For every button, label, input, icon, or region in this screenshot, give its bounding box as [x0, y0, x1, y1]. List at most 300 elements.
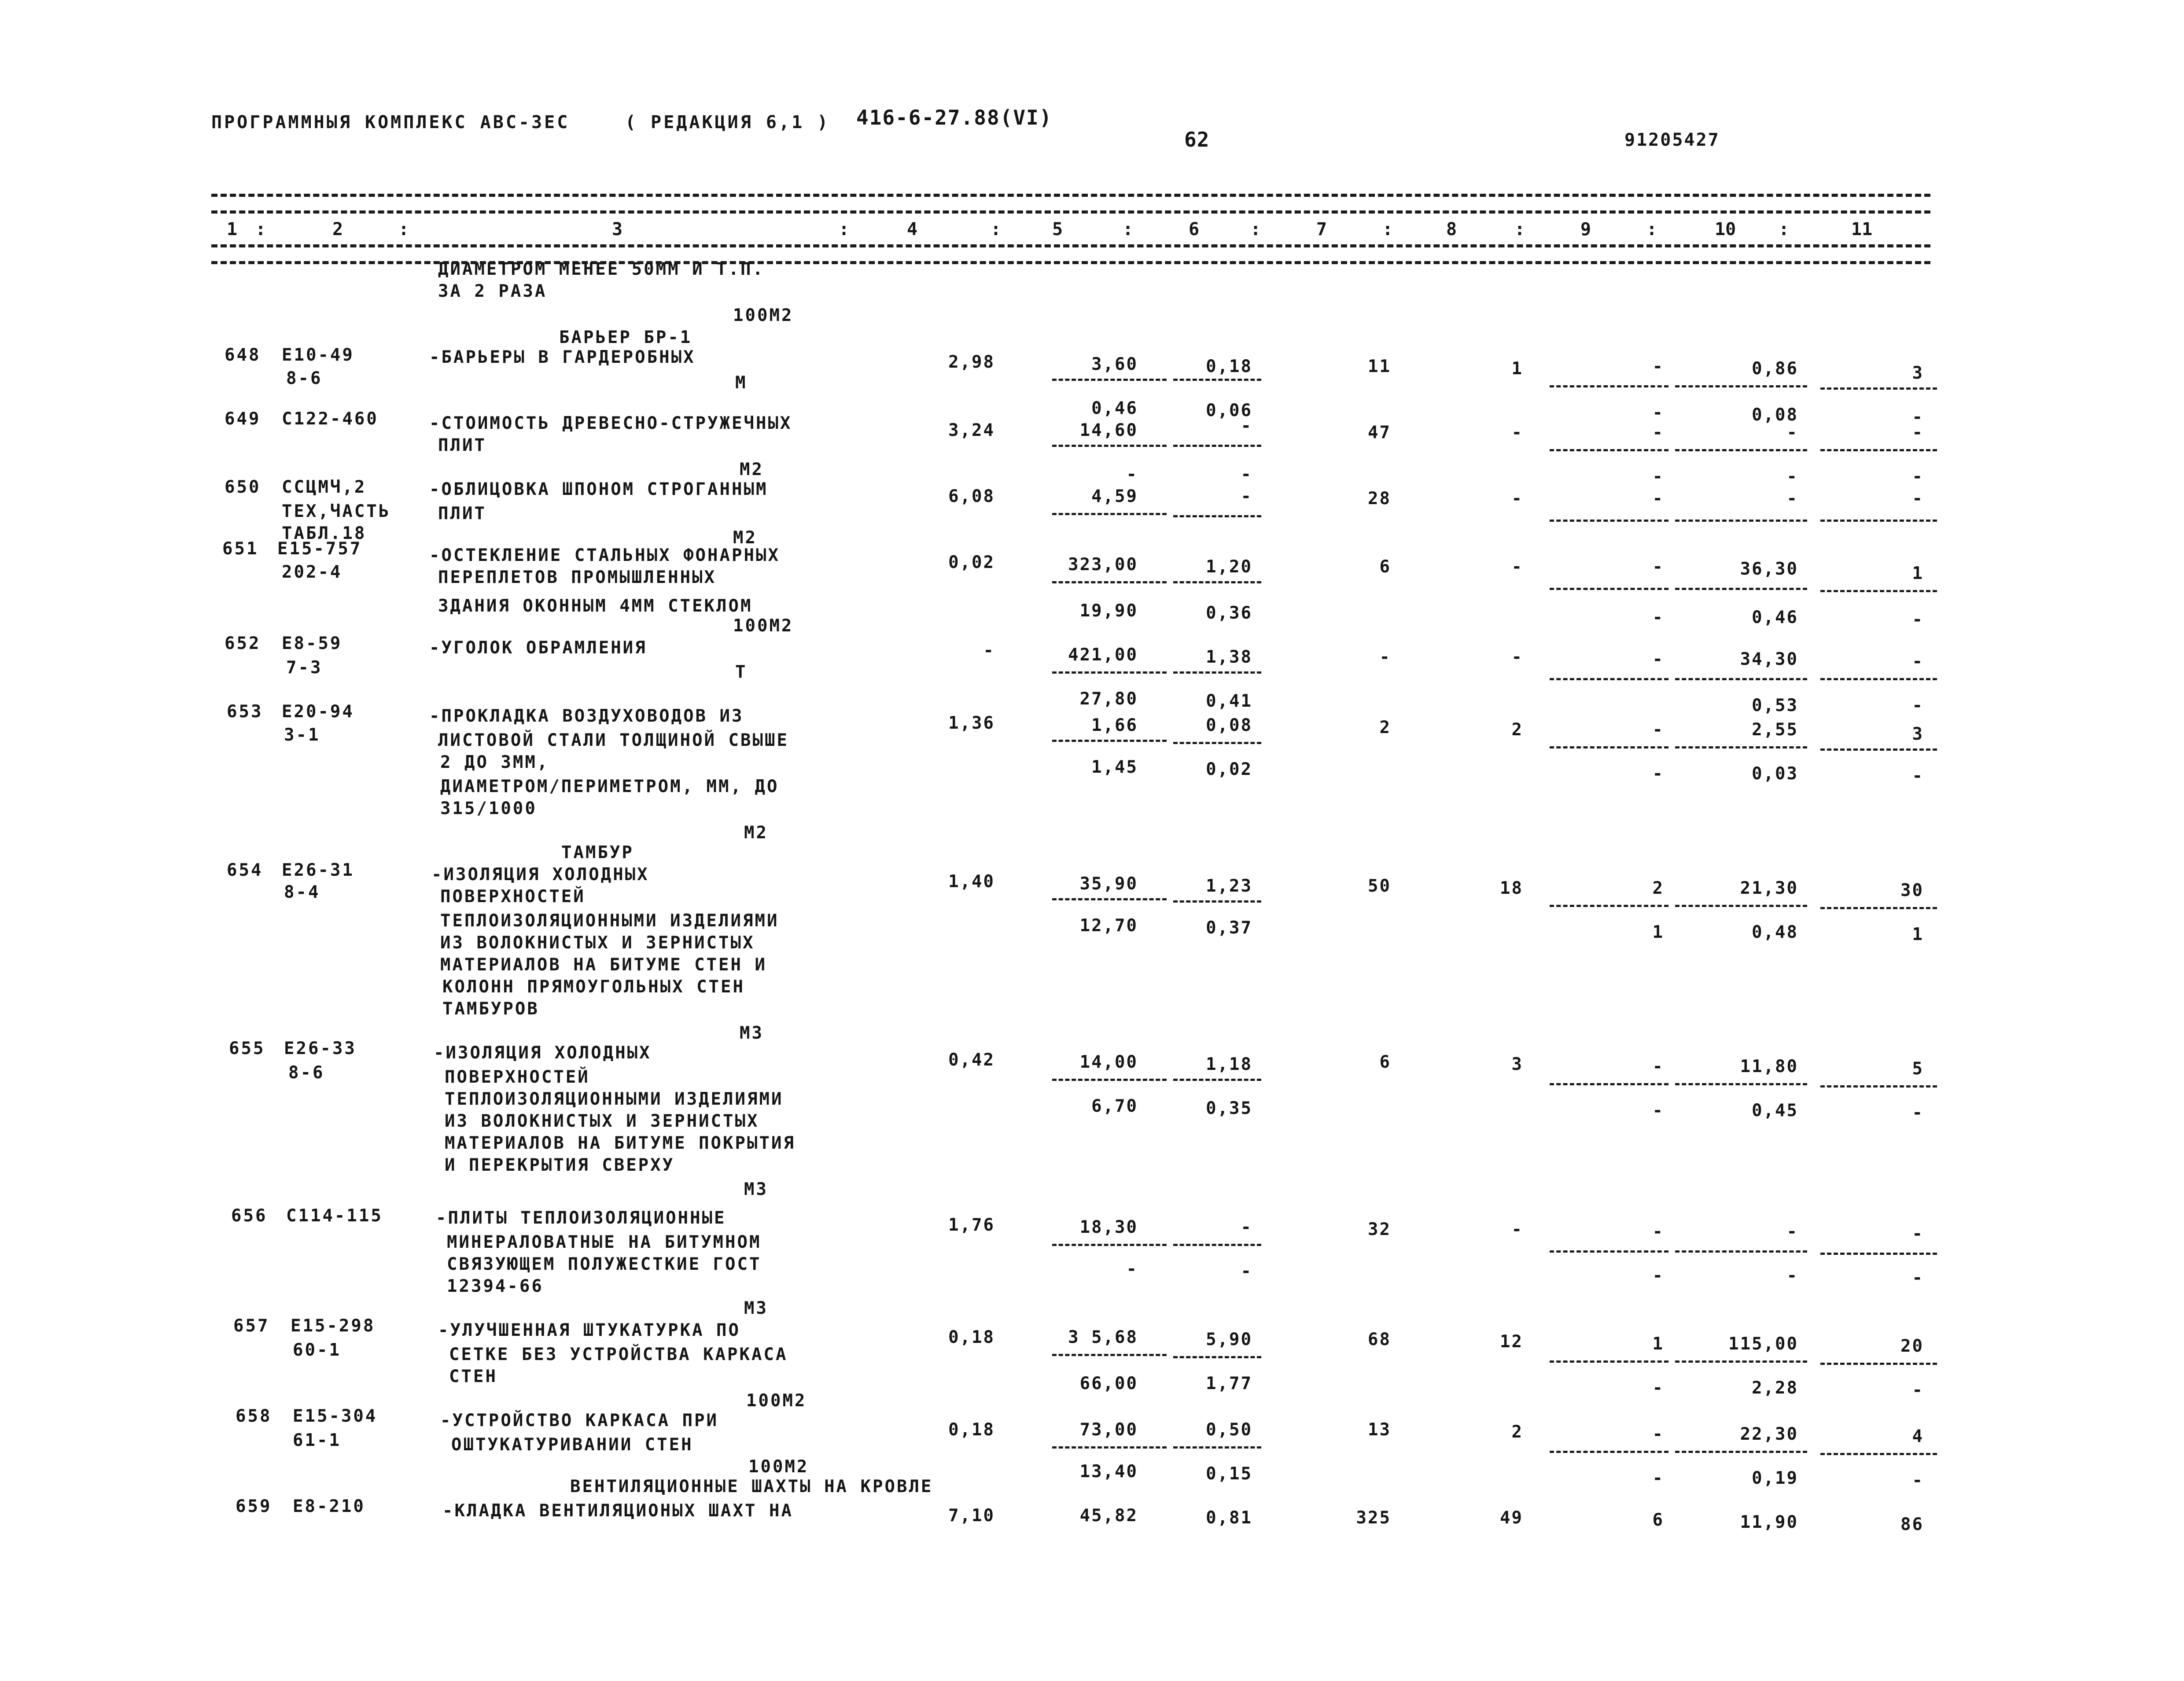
work-description: -КЛАДКА ВЕНТИЛЯЦИОНЫХ ШАХТ НА	[442, 1501, 793, 1521]
cost-cell: -	[1652, 1378, 1664, 1398]
edition-label: ( РЕДАКЦИЯ 6,1 )	[625, 112, 830, 133]
dash-line	[1173, 1446, 1261, 1449]
dash-line	[1052, 513, 1167, 515]
dash-line	[1173, 1079, 1261, 1081]
col-header-5: 5	[1052, 219, 1063, 240]
dash-line	[1550, 385, 1668, 387]
unit-label: 100М2	[746, 1391, 807, 1411]
cost-cell: 0,35	[1206, 1099, 1252, 1118]
cost-cell: 22,30	[1740, 1424, 1798, 1444]
cost-cell: 1	[1652, 1334, 1664, 1354]
rate-code: 60-1	[293, 1340, 341, 1360]
quantity-cell: 2,98	[948, 352, 995, 372]
col-header-3: 3	[612, 219, 623, 240]
work-description: ДИАМЕТРОМ/ПЕРИМЕТРОМ, ММ, ДО	[440, 777, 779, 796]
rate-code: Е8-210	[293, 1497, 365, 1516]
work-description: И ПЕРЕКРЫТИЯ СВЕРХУ	[445, 1155, 675, 1175]
unit-label: Т	[735, 662, 748, 682]
quantity-cell: 7,10	[948, 1506, 995, 1526]
cost-cell: -	[1511, 489, 1523, 509]
dash-line	[1550, 746, 1668, 748]
quantity-cell: 1,76	[948, 1215, 995, 1235]
work-description: 2 ДО 3ММ,	[440, 752, 549, 772]
quantity-cell: 1,36	[948, 713, 995, 733]
cost-cell: -	[1652, 608, 1664, 627]
work-description: СЕТКЕ БЕЗ УСТРОЙСТВА КАРКАСА	[449, 1345, 788, 1364]
cost-cell: -	[1511, 647, 1523, 667]
unit-label: М2	[740, 460, 764, 479]
rate-code: Е10-49	[282, 345, 354, 365]
cost-cell: 1,77	[1206, 1374, 1252, 1393]
cost-cell: 34,30	[1740, 649, 1798, 669]
row-number: 650	[225, 477, 261, 497]
dash-line	[1820, 520, 1937, 522]
cost-cell: 68	[1368, 1330, 1391, 1349]
dash-line	[1173, 1356, 1261, 1358]
cost-cell: -	[1652, 357, 1664, 376]
section-title: ВЕНТИЛЯЦИОННЫЕ ШАХТЫ НА КРОВЛЕ	[570, 1477, 933, 1497]
cost-cell: 21,30	[1740, 878, 1798, 898]
cost-cell: 28	[1368, 489, 1391, 509]
cost-cell: -	[1511, 1220, 1523, 1239]
dash-line	[1550, 449, 1668, 451]
unit-label: М2	[744, 823, 768, 843]
dash-line	[1052, 740, 1167, 742]
col-header-1: 1	[227, 219, 238, 240]
unit-label: М3	[744, 1298, 768, 1318]
cost-cell: 1	[1511, 359, 1523, 379]
unit-label: М	[735, 373, 748, 393]
work-description: СВЯЗУЮЩЕМ ПОЛУЖЕСТКИЕ ГОСТ	[447, 1254, 762, 1274]
cost-cell: -	[1241, 416, 1252, 436]
work-description: ЗДАНИЯ ОКОННЫМ 4ММ СТЕКЛОМ	[438, 596, 753, 616]
dash-line	[1820, 1363, 1937, 1365]
dash-line	[1052, 1079, 1167, 1081]
cost-cell: 47	[1368, 423, 1391, 442]
rate-code: Е26-31	[282, 860, 354, 880]
dash-line	[1052, 1354, 1167, 1356]
cost-cell: 2	[1511, 1422, 1523, 1442]
cost-cell: 1,38	[1206, 647, 1252, 667]
cost-cell: 12	[1500, 1332, 1523, 1352]
cost-cell: -	[1652, 403, 1664, 423]
cost-cell: -	[1912, 1268, 1924, 1288]
cost-cell: 3,60	[1091, 354, 1138, 374]
quantity-cell: 0,02	[948, 553, 995, 572]
document-number: 91205427	[1624, 130, 1720, 150]
cost-cell: 14,60	[1079, 420, 1138, 440]
row-number: 651	[222, 539, 259, 559]
section-title: ТАМБУР	[561, 843, 634, 863]
dash-line	[1550, 905, 1668, 907]
work-description: ПОВЕРХНОСТЕЙ	[440, 887, 586, 907]
cost-cell: 12,70	[1079, 916, 1138, 936]
work-description: -ОСТЕКЛЕНИЕ СТАЛЬНЫХ ФОНАРНЫХ	[429, 546, 780, 565]
cost-cell: 1,23	[1206, 876, 1252, 896]
dash-line	[1820, 1453, 1937, 1455]
unit-label: 100М2	[748, 1457, 809, 1477]
cost-cell: 0,86	[1752, 359, 1798, 379]
cost-cell: -	[1379, 647, 1391, 667]
rate-code: Е20-94	[282, 702, 354, 722]
row-number: 656	[231, 1206, 268, 1226]
cost-cell: -	[1652, 467, 1664, 487]
cost-cell: -	[1786, 423, 1798, 442]
rate-code: Е15-298	[291, 1316, 376, 1336]
quantity-cell: -	[983, 641, 995, 660]
dash-line	[1173, 1244, 1261, 1246]
cost-cell: 11	[1368, 357, 1391, 376]
cost-cell: 32	[1368, 1220, 1391, 1239]
dash-line	[1052, 445, 1167, 447]
section-title: БАРЬЕР БР-1	[559, 328, 692, 347]
quantity-cell: 3,24	[948, 420, 995, 440]
dash-line	[1675, 520, 1807, 522]
cost-cell: 3	[1912, 363, 1924, 383]
cost-cell: 0,81	[1206, 1508, 1252, 1528]
dash-line	[1550, 1360, 1668, 1363]
table-header-rule-1	[211, 210, 1930, 214]
cost-cell: 49	[1500, 1508, 1523, 1528]
cost-cell: 4	[1912, 1427, 1924, 1446]
work-description: ПЛИТ	[438, 435, 486, 455]
cost-cell: 0,36	[1206, 603, 1252, 623]
work-description: ТАМБУРОВ	[442, 999, 539, 1019]
work-description: -ПРОКЛАДКА ВОЗДУХОВОДОВ ИЗ	[429, 706, 744, 726]
row-number: 655	[229, 1039, 265, 1058]
table-top-rule	[211, 194, 1930, 197]
row-number: 659	[236, 1497, 272, 1516]
dash-line	[1173, 900, 1261, 903]
cost-cell: 13	[1368, 1420, 1391, 1440]
rate-code: ТЕХ,ЧАСТЬ	[282, 501, 391, 521]
row-number: 658	[236, 1406, 272, 1426]
program-complex-title: ПРОГРАММНЫЯ КОМПЛЕКС АВС-ЗЕС	[211, 112, 570, 133]
work-description: -УСТРОЙСТВО КАРКАСА ПРИ	[440, 1411, 719, 1430]
cost-cell: 4,59	[1091, 487, 1138, 506]
cost-cell: 14,00	[1079, 1052, 1138, 1072]
cost-cell: -	[1912, 467, 1924, 487]
col-header-8: 8	[1446, 219, 1457, 240]
cost-cell: -	[1786, 489, 1798, 509]
quantity-cell: 0,18	[948, 1327, 995, 1347]
work-description: ИЗ ВОЛОКНИСТЫХ И ЗЕРНИСТЫХ	[440, 933, 755, 953]
dash-line	[1550, 1250, 1668, 1253]
cost-cell: -	[1652, 1101, 1664, 1121]
cost-cell: 86	[1900, 1515, 1924, 1534]
cost-cell: -	[1912, 489, 1924, 509]
dash-line	[1173, 379, 1261, 381]
dash-line	[1820, 449, 1937, 451]
cost-cell: -	[1652, 557, 1664, 577]
dash-line	[1550, 1451, 1668, 1453]
cost-cell: -	[1511, 557, 1523, 577]
work-description: -ИЗОЛЯЦИЯ ХОЛОДНЫХ	[431, 865, 649, 885]
cost-cell: 36,30	[1740, 559, 1798, 579]
work-description: ЛИСТОВОЙ СТАЛИ ТОЛЩИНОЙ СВЫШЕ	[438, 730, 789, 750]
dash-line	[1675, 1083, 1807, 1085]
cost-cell: 0,41	[1206, 691, 1252, 711]
work-description: -СТОИМОСТЬ ДРЕВЕСНО-СТРУЖЕЧНЫХ	[429, 413, 792, 433]
cost-cell: -	[1912, 696, 1924, 715]
cost-cell: -	[1912, 1471, 1924, 1490]
work-description: МИНЕРАЛОВАТНЫЕ НА БИТУМНОМ	[447, 1232, 762, 1252]
work-description: -ОБЛИЦОВКА ШПОНОМ СТРОГАННЫМ	[429, 479, 768, 499]
cost-cell: -	[1652, 1266, 1664, 1286]
cost-cell: 1,66	[1091, 715, 1138, 735]
cost-cell: 20	[1900, 1336, 1924, 1356]
cost-cell: 13,40	[1079, 1462, 1138, 1482]
cost-cell: 0,48	[1752, 922, 1798, 942]
col-header-10: 10	[1715, 219, 1736, 240]
cost-cell: 5,90	[1206, 1330, 1252, 1349]
dash-line	[1675, 385, 1807, 387]
rate-code: Е15-304	[293, 1406, 378, 1426]
dash-line	[1820, 748, 1937, 751]
cost-cell: -	[1912, 610, 1924, 630]
col-separator: :	[1646, 219, 1657, 240]
cost-cell: 35,90	[1079, 874, 1138, 894]
rate-code: ССЦМЧ,2	[282, 477, 367, 497]
intro-line: ЗА 2 РАЗА	[438, 281, 547, 301]
dash-line	[1052, 581, 1167, 583]
cost-cell: -	[1241, 1261, 1252, 1281]
row-number: 653	[227, 702, 263, 722]
page-number: 62	[1184, 128, 1210, 151]
cost-cell: 6	[1379, 1052, 1391, 1072]
cost-cell: 1	[1912, 925, 1924, 944]
cost-cell: 0,08	[1752, 405, 1798, 425]
col-header-2: 2	[332, 219, 343, 240]
quantity-cell: 0,18	[948, 1420, 995, 1440]
dash-line	[1173, 515, 1261, 517]
row-number: 654	[227, 860, 263, 880]
row-number: 657	[233, 1316, 270, 1336]
col-separator: :	[398, 219, 409, 240]
cost-cell: 0,15	[1206, 1464, 1252, 1484]
rate-code: 61-1	[293, 1430, 341, 1450]
dash-line	[1675, 746, 1807, 748]
rate-code: 8-6	[288, 1063, 325, 1083]
dash-line	[1820, 590, 1937, 592]
dash-line	[1675, 588, 1807, 590]
dash-line	[1550, 678, 1668, 680]
cost-cell: 5	[1912, 1059, 1924, 1079]
work-description: ИЗ ВОЛОКНИСТЫХ И ЗЕРНИСТЫХ	[445, 1111, 759, 1131]
cost-cell: 1	[1652, 922, 1664, 942]
cost-cell: 2	[1652, 878, 1664, 898]
cost-cell: -	[1912, 1103, 1924, 1123]
unit-label: 100М2	[733, 306, 794, 325]
cost-cell: 1,20	[1206, 557, 1252, 577]
dash-line	[1052, 1244, 1167, 1246]
col-separator: :	[1123, 219, 1134, 240]
cost-cell: -	[1786, 1222, 1798, 1242]
cost-cell: 66,00	[1079, 1374, 1138, 1393]
col-separator: :	[839, 219, 850, 240]
dash-line	[1550, 520, 1668, 522]
cost-cell: 0,37	[1206, 918, 1252, 938]
cost-cell: 18,30	[1079, 1217, 1138, 1237]
cost-cell: -	[1652, 1222, 1664, 1242]
work-description: СТЕН	[449, 1367, 497, 1386]
cost-cell: -	[1511, 423, 1523, 442]
rate-code: С114-115	[286, 1206, 383, 1226]
cost-cell: -	[1241, 1217, 1252, 1237]
work-description: 12394-66	[447, 1276, 544, 1296]
quantity-cell: 1,40	[948, 872, 995, 892]
dash-line	[1820, 907, 1937, 909]
work-description: -УЛУЧШЕННАЯ ШТУКАТУРКА ПО	[438, 1320, 740, 1340]
cost-cell: -	[1652, 1424, 1664, 1444]
cost-cell: 0,08	[1206, 715, 1252, 735]
work-description: ПЕРЕПЛЕТОВ ПРОМЫШЛЕННЫХ	[438, 568, 717, 587]
unit-label: 100М2	[733, 616, 794, 636]
cost-cell: -	[1126, 1259, 1138, 1279]
dash-line	[1173, 671, 1261, 674]
rate-code: ТАБЛ.18	[282, 523, 367, 543]
work-description: -УГОЛОК ОБРАМЛЕНИЯ	[429, 638, 647, 658]
cost-cell: 3	[1511, 1054, 1523, 1074]
rate-code: 8-6	[286, 369, 323, 388]
cost-cell: -	[1912, 407, 1924, 427]
dash-line	[1820, 1253, 1937, 1255]
cost-cell: 2	[1379, 718, 1391, 737]
dash-line	[1052, 1446, 1167, 1449]
row-number: 649	[225, 409, 261, 429]
work-description: КОЛОНН ПРЯМОУГОЛЬНЫХ СТЕН	[442, 977, 745, 997]
cost-cell: -	[1126, 464, 1138, 484]
cost-cell: -	[1652, 649, 1664, 669]
project-code: 416-6-27.88(VI)	[856, 106, 1053, 129]
cost-cell: 11,80	[1740, 1057, 1798, 1076]
cost-cell: 0,46	[1091, 398, 1138, 418]
dash-line	[1675, 1451, 1807, 1453]
cost-cell: -	[1241, 464, 1252, 484]
cost-cell: 325	[1356, 1508, 1391, 1528]
dash-line	[1173, 581, 1261, 583]
unit-label: М2	[733, 528, 757, 548]
dash-line	[1675, 1360, 1807, 1363]
col-header-11: 11	[1851, 219, 1873, 240]
col-header-6: 6	[1189, 219, 1200, 240]
cost-cell: 115,00	[1728, 1334, 1798, 1354]
cost-cell: 6,70	[1091, 1096, 1138, 1116]
cost-cell: 45,82	[1079, 1506, 1138, 1526]
cost-cell: -	[1652, 423, 1664, 442]
cost-cell: -	[1241, 487, 1252, 506]
cost-cell: -	[1652, 764, 1664, 784]
work-description: ТЕПЛОИЗОЛЯЦИОННЫМИ ИЗДЕЛИЯМИ	[440, 911, 779, 931]
col-separator: :	[1514, 219, 1525, 240]
unit-label: М3	[744, 1180, 768, 1199]
cost-cell: 27,80	[1079, 689, 1138, 709]
col-separator: :	[1382, 219, 1393, 240]
row-number: 652	[225, 634, 261, 653]
work-description: -ПЛИТЫ ТЕПЛОИЗОЛЯЦИОННЫЕ	[436, 1208, 726, 1228]
cost-cell: -	[1652, 1468, 1664, 1488]
cost-cell: 0,02	[1206, 759, 1252, 779]
cost-cell: 19,90	[1079, 601, 1138, 621]
dash-line	[1052, 671, 1167, 674]
rate-code: Е26-33	[284, 1039, 357, 1058]
dash-line	[1550, 588, 1668, 590]
cost-cell: 3	[1912, 724, 1924, 744]
unit-label: М3	[740, 1023, 764, 1043]
cost-cell: 1	[1912, 564, 1924, 583]
cost-cell: 2,28	[1752, 1378, 1798, 1398]
rate-code: 8-4	[284, 882, 320, 902]
work-description: -ИЗОЛЯЦИЯ ХОЛОДНЫХ	[434, 1043, 652, 1063]
work-description: ПОВЕРХНОСТЕЙ	[445, 1067, 590, 1087]
cost-cell: 323,00	[1068, 555, 1138, 575]
dash-line	[1052, 898, 1167, 900]
col-separator: :	[255, 219, 266, 240]
work-description: ПЛИТ	[438, 504, 486, 523]
rate-code: Е8-59	[282, 634, 343, 653]
cost-cell: -	[1786, 467, 1798, 487]
dash-line	[1550, 1083, 1668, 1085]
cost-cell: 3 5,68	[1068, 1327, 1138, 1347]
dash-line	[1675, 678, 1807, 680]
table-header-rule-2	[211, 244, 1930, 247]
col-header-7: 7	[1316, 219, 1327, 240]
cost-cell: 2	[1511, 720, 1523, 740]
dash-line	[1675, 1250, 1807, 1253]
cost-cell: -	[1652, 720, 1664, 740]
cost-cell: 0,06	[1206, 401, 1252, 420]
col-header-4: 4	[907, 219, 918, 240]
cost-cell: 0,50	[1206, 1420, 1252, 1440]
intro-line: ДИАМЕТРОМ МЕНЕЕ 50ММ И Т.П.	[438, 259, 765, 279]
work-description: МАТЕРИАЛОВ НА БИТУМЕ СТЕН И	[440, 955, 767, 975]
cost-cell: 1,18	[1206, 1054, 1252, 1074]
work-description: 315/1000	[440, 799, 537, 818]
work-description: ОШТУКАТУРИВАНИИ СТЕН	[451, 1435, 693, 1455]
cost-cell: 0,18	[1206, 357, 1252, 376]
col-separator: :	[1250, 219, 1261, 240]
work-description: МАТЕРИАЛОВ НА БИТУМЕ ПОКРЫТИЯ	[445, 1133, 796, 1153]
cost-cell: 11,90	[1740, 1512, 1798, 1532]
cost-cell: -	[1652, 489, 1664, 509]
rate-code: 7-3	[286, 658, 323, 678]
dash-line	[1675, 905, 1807, 907]
col-separator: :	[991, 219, 1002, 240]
cost-cell: 18	[1500, 878, 1523, 898]
cost-cell: 0,53	[1752, 696, 1798, 715]
col-separator: :	[1779, 219, 1790, 240]
work-description: ТЕПЛОИЗОЛЯЦИОННЫМИ ИЗДЕЛИЯМИ	[445, 1089, 784, 1109]
dash-line	[1173, 742, 1261, 744]
dash-line	[1173, 445, 1261, 447]
cost-cell: 421,00	[1068, 645, 1138, 665]
cost-cell: 6	[1652, 1510, 1664, 1530]
cost-cell: -	[1912, 1224, 1924, 1244]
cost-cell: -	[1912, 423, 1924, 442]
dash-line	[1820, 387, 1937, 390]
cost-cell: -	[1786, 1266, 1798, 1286]
cost-cell: -	[1912, 766, 1924, 786]
cost-cell: -	[1652, 1057, 1664, 1076]
quantity-cell: 0,42	[948, 1050, 995, 1070]
dash-line	[1820, 1085, 1937, 1087]
cost-cell: 30	[1900, 881, 1924, 900]
cost-cell: 0,03	[1752, 764, 1798, 784]
dash-line	[1820, 678, 1937, 680]
rate-code: Е15-757	[277, 539, 362, 559]
dash-line	[1052, 379, 1167, 381]
dash-line	[1675, 449, 1807, 451]
